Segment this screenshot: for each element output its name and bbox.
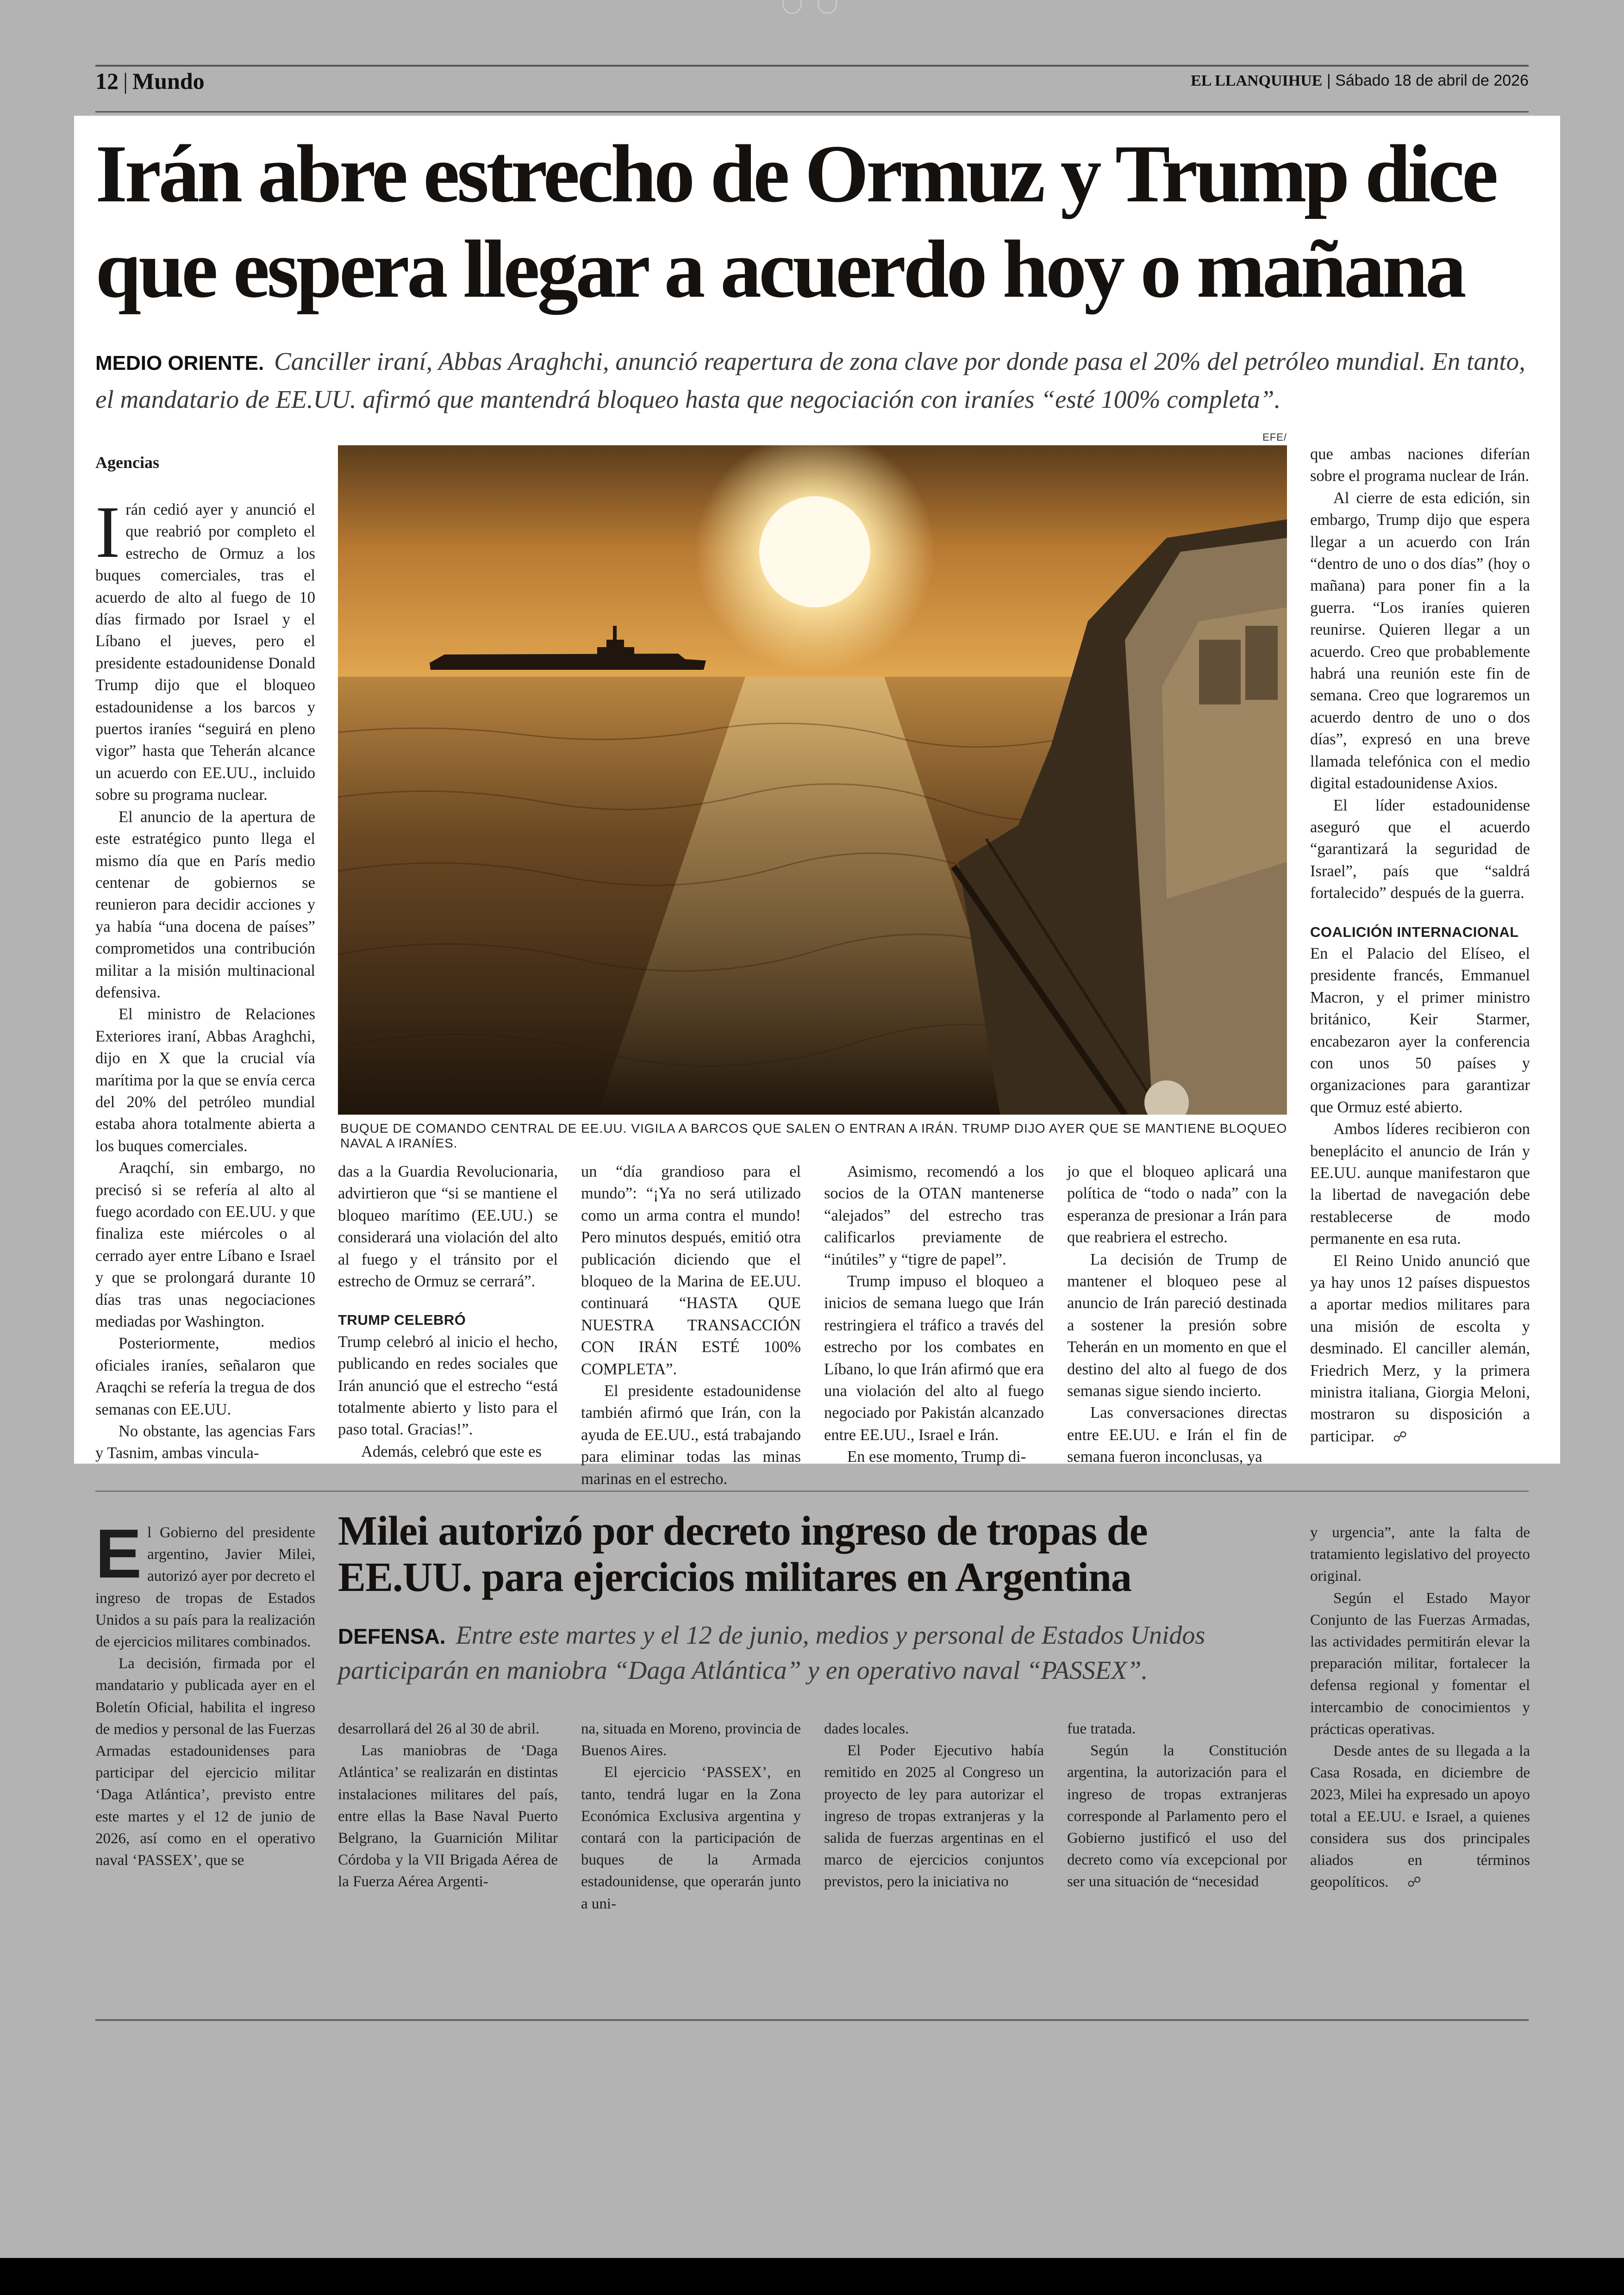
lead-col2-subhead: TRUMP CELEBRÓ: [338, 1312, 466, 1328]
second-col4-para-1: dades locales.: [824, 1721, 909, 1737]
folio-separator: |: [123, 68, 128, 94]
lead-col4-para-3: En ese momento, Trump di-: [847, 1448, 1026, 1466]
paper-name: EL LLANQUIHUE: [1191, 72, 1323, 89]
byline: Agencias: [95, 453, 159, 472]
second-col5-para-1: fue tratada.: [1067, 1721, 1136, 1737]
lead-col1-para-5: Posteriormente, medios oficiales iraníes, señalaron que Araqchi se refería la tregua de dos semanas con EE.UU.: [95, 1335, 315, 1418]
lead-col6-para-2: Al cierre de esta edición, sin embargo, Trump dijo que espera llegar a un acuerdo con Irán “dentro de uno o dos días” (hoy o mañana) para poner fin a la guerra. “Los iraníes quieren reunirse. Quieren llegar a un acuerdo. Creo que probablemente habrá una reunión este fin de semana. Creo que lograremos un acuerdo dentro de uno o dos días”, expresó en una breve llamada telefónica con el medio digital estadounidense Axios.: [1310, 489, 1530, 792]
end-mark-icon: ☍: [1407, 1874, 1421, 1891]
lead-col5-para-3: Las conversaciones directas entre EE.UU. e Irán el fin de semana fueron inconclusas, ya: [1067, 1404, 1287, 1466]
page-bottom-rule: [95, 2019, 1529, 2021]
second-dropcap: E: [95, 1515, 142, 1592]
photo-credit: EFE/: [1262, 431, 1287, 443]
lead-col2-para-1: das a la Guardia Revolucionaria, advirtieron que “si se mantiene el bloqueo marítimo (EE.UU.) se considerará una violación del alto al fuego y el tránsito por el estrecho de Ormuz se cerrará”.: [338, 1163, 558, 1291]
lead-col1-para-1: [95, 491, 315, 806]
lead-col1-para-3: El ministro de Relaciones Exteriores iraní, Abbas Araghchi, dijo en X que la crucial vía marítima por la que se envía cerca del 20% del petróleo mundial estaba ahora totalmente abierta a los buques comerciales.: [95, 1005, 315, 1155]
second-column-6: [1310, 1522, 1530, 1893]
end-mark-icon: ☍: [1393, 1428, 1407, 1445]
page-number: 12: [95, 68, 119, 94]
photo-caption: BUQUE DE COMANDO CENTRAL DE EE.UU. VIGILA A BARCOS QUE SALEN O ENTRAN A IRÁN. TRUMP DIJO AYER QUE SE MANTIENE BLOQUEO NAVAL A IRANÍES.: [340, 1121, 1287, 1150]
story-separator-rule: [95, 1491, 1529, 1492]
lead-col6-para-5: Ambos líderes recibieron con beneplácito el anuncio de Irán y EE.UU. aunque manifestaron que la libertad de navegación debe restablecerse de modo permanente en esa ruta.: [1310, 1120, 1530, 1248]
header-top-rule: [95, 65, 1529, 67]
lead-col6-para-1: que ambas naciones diferían sobre el programa nuclear de Irán.: [1310, 445, 1530, 485]
lead-col6-para-6: [1310, 1250, 1530, 1448]
second-col1-text-1: l Gobierno del presidente argentino, Javier Milei, autorizó ayer por decreto el ingreso de tropas de Estados Unidos a su país para la realización de ejercicios militares combinados.: [95, 1524, 315, 1651]
second-col6-para-2: Según el Estado Mayor Conjunto de las Fuerzas Armadas, las actividades permitirán elevar la preparación militar, fortalecer la defensa regional y fomentar el intercambio de conocimientos y prácticas operativas.: [1310, 1590, 1530, 1738]
lead-col6-para-4: En el Palacio del Elíseo, el presidente francés, Emmanuel Macron, y el primer ministro británico, Keir Starmer, encabezaron ayer la conferencia con unos 50 países y organizaciones para garantizar que Ormuz esté abierto.: [1310, 944, 1530, 1116]
second-col3-para-1: na, situada en Moreno, provincia de Buenos Aires.: [581, 1721, 801, 1759]
top-dot-icon: [782, 0, 802, 14]
lead-col1-text-1: rán cedió ayer y anunció el que reabrió por completo el estrecho de Ormuz a los buques comerciales, tras el acuerdo de alto al fuego de 10 días firmado por Israel y el Líbano el jueves, pero el presidente estadounidense Donald Trump dijo que el bloqueo estadounidense a los barcos y puertos iraníes “seguirá en pleno vigor” hasta que Teherán alcance un acuerdo con EE.UU., incluido sobre su programa nuclear.: [95, 501, 315, 804]
lead-deck-text: Canciller iraní, Abbas Araghchi, anunció reapertura de zona clave por donde pasa el 20% del petróleo mundial. En tanto, el mandatario de EE.UU. afirmó que mantendrá bloqueo hasta que negociación con iraníes “esté 100% completa”.: [95, 347, 1525, 413]
second-col4-para-2: El Poder Ejecutivo había remitido en 2025 al Congreso un proyecto de ley para autorizar el ingreso de tropas extranjeras y la salida de fuerzas argentinas en el marco de ejercicios conjuntos previstos, pero la iniciativa no: [824, 1742, 1044, 1890]
lead-col6-subhead: COALICIÓN INTERNACIONAL: [1310, 923, 1519, 940]
second-col1-para-2: La decisión, firmada por el mandatario y publicada ayer en el Boletín Oficial, habilita el ingreso de medios y personal de las Fuerzas Armadas estadounidenses para participar del ejercicio militar ‘Daga Atlántica’, previsto entre este martes y el 12 de junio de 2026, así como en el operativo naval ‘PASSEX’, que se: [95, 1655, 315, 1869]
second-col1-para-1: [95, 1515, 315, 1653]
lead-column-3: [581, 1161, 801, 1490]
header-bottom-rule: [95, 111, 1529, 112]
lead-col5-para-2: La decisión de Trump de mantener el bloqueo pese al anuncio de Irán pareció destinada a sostener la presión sobre Teherán en un momento en que el destino del alto al fuego de dos semanas sigue siendo incierto.: [1067, 1250, 1287, 1400]
folio: [95, 68, 205, 94]
lead-column-2: [338, 1161, 558, 1463]
lead-column-1: [95, 491, 315, 1465]
lead-col6-text-6: El Reino Unido anunció que ya hay unos 12 países dispuestos a aportar medios militares para una misión de escolta y desminado. El canciller alemán, Friedrich Merz, y la primera ministra italiana, Giorgia Meloni, mostraron su disposición a participar.: [1310, 1252, 1530, 1445]
lead-col3-para-2: El presidente estadounidense también afirmó que Irán, con la ayuda de EE.UU., está trabajando para eliminar todas las minas marinas en el estrecho.: [581, 1382, 801, 1488]
viewer-bottom-bar: [0, 2258, 1624, 2295]
lead-col1-para-2: El anuncio de la apertura de este estratégico punto llega el mismo día que en París medio centenar de gobiernos se reunieron para decidir acciones y ya había “una docena de países” comprometidos una contribución militar a la misión multinacional defensiva.: [95, 808, 315, 1001]
second-column-5: [1067, 1718, 1287, 1893]
second-col5-para-2: Según la Constitución argentina, la autorización para el ingreso de tropas extranjeras corresponde al Parlamento pero el Gobierno justificó el uso del decreto como vía excepcional por ser una situación de “necesidad: [1067, 1742, 1287, 1890]
second-column-4: [824, 1718, 1044, 1893]
section-name: Mundo: [132, 68, 205, 94]
lead-photo: [338, 445, 1287, 1115]
lead-headline: Irán abre estrecho de Ormuz y Trump dice que espera llegar a acuerdo hoy o mañana: [95, 128, 1496, 315]
lead-column-4: [824, 1161, 1044, 1468]
paper-date-line: EL LLANQUIHUE | Sábado 18 de abril de 2026: [1191, 72, 1529, 89]
lead-kicker: MEDIO ORIENTE.: [95, 352, 264, 374]
lead-col2-para-3: Además, celebró que este es: [361, 1442, 542, 1460]
lead-col2-para-2: Trump celebró al inicio el hecho, publicando en redes sociales que Irán anunció que el estrecho “está totalmente abierto y listo para el paso total. Gracias!”.: [338, 1333, 558, 1439]
lead-dropcap: I: [95, 491, 120, 573]
second-col6-para-3: [1310, 1740, 1530, 1893]
second-col2-para-2: Las maniobras de ‘Daga Atlántica’ se realizarán en distintas instalaciones militares del país, entre ellas la Base Naval Puerto Belgrano, la Guarnición Militar Córdoba y la VII Brigada Aérea de la Fuerza Aérea Argenti-: [338, 1742, 558, 1890]
lead-col5-para-1: jo que el bloqueo aplicará una política de “todo o nada” con la esperanza de presionar a Irán para que reabriera el estrecho.: [1067, 1163, 1287, 1247]
second-deck-text: Entre este martes y el 12 de junio, medios y personal de Estados Unidos participarán en maniobra “Daga Atlántica” y en operativo naval “PASSEX”.: [338, 1621, 1206, 1685]
lead-column-6: [1310, 443, 1530, 1448]
second-deck: [338, 1618, 1264, 1688]
second-col2-para-1: desarrollará del 26 al 30 de abril.: [338, 1721, 540, 1737]
lead-col6-para-3: El líder estadounidense aseguró que el acuerdo “garantizará la seguridad de Israel”, país que “saldrá fortalecido” después de la guerra.: [1310, 796, 1530, 902]
issue-date: Sábado 18 de abril de 2026: [1335, 72, 1529, 89]
viewer-top-controls: [782, 0, 843, 14]
second-column-2: [338, 1718, 558, 1893]
second-column-3: [581, 1718, 801, 1915]
second-kicker: DEFENSA.: [338, 1624, 446, 1648]
lead-col4-para-2: Trump impuso el bloqueo a inicios de semana luego que Irán restringiera el tráfico a través del estrecho por los combates en Líbano, lo que Irán afirmó que era una violación del alto al fuego negociado por Pakistán alcanzado entre EE.UU., Israel e Irán.: [824, 1272, 1044, 1444]
second-headline: Milei autorizó por decreto ingreso de tropas de EE.UU. para ejercicios militares en Argentina: [338, 1508, 1148, 1600]
second-column-1: [95, 1515, 315, 1871]
lead-deck: [95, 343, 1535, 418]
top-dot-icon: [818, 0, 837, 14]
second-col6-text-3: Desde antes de su llegada a la Casa Rosada, en diciembre de 2023, Milei ha expresado un apoyo total a EE.UU. e Israel, a quienes considera sus dos principales aliados en términos geopolíticos.: [1310, 1743, 1530, 1891]
second-col6-para-1: y urgencia”, ante la falta de tratamiento legislativo del proyecto original.: [1310, 1524, 1530, 1585]
aircraft-carrier-sunset-photo: [338, 445, 1287, 1115]
second-col3-para-2: El ejercicio ‘PASSEX’, en tanto, tendrá lugar en la Zona Económica Exclusiva argentina y contará con la participación de buques de la Armada estadounidense, que operarán junto a uni-: [581, 1764, 801, 1912]
lead-col4-para-1: Asimismo, recomendó a los socios de la OTAN mantenerse “alejados” del estrecho tras calificarlos previamente de “inútiles” y “tigre de papel”.: [824, 1163, 1044, 1268]
lead-column-5: [1067, 1161, 1287, 1468]
lead-col1-para-6: No obstante, las agencias Fars y Tasnim, ambas vincula-: [95, 1422, 315, 1462]
lead-col3-para-1: un “día grandioso para el mundo”: “¡Ya no será utilizado como un arma contra el mundo! Pero minutos después, emitió otra publicación diciendo que el bloqueo de la Marina de EE.UU. continuará “HASTA QUE NUESTRA TRANSACCIÓN CON IRÁN ESTÉ 100% COMPLETA”.: [581, 1163, 801, 1378]
lead-col1-para-4: Araqchí, sin embargo, no precisó si se refería al alto al fuego acordado con EE.UU. y que finaliza este miércoles o al cerrado ayer entre Líbano e Israel y que se prolongará durante 10 días tras unas negociaciones mediadas por Washington.: [95, 1159, 315, 1331]
